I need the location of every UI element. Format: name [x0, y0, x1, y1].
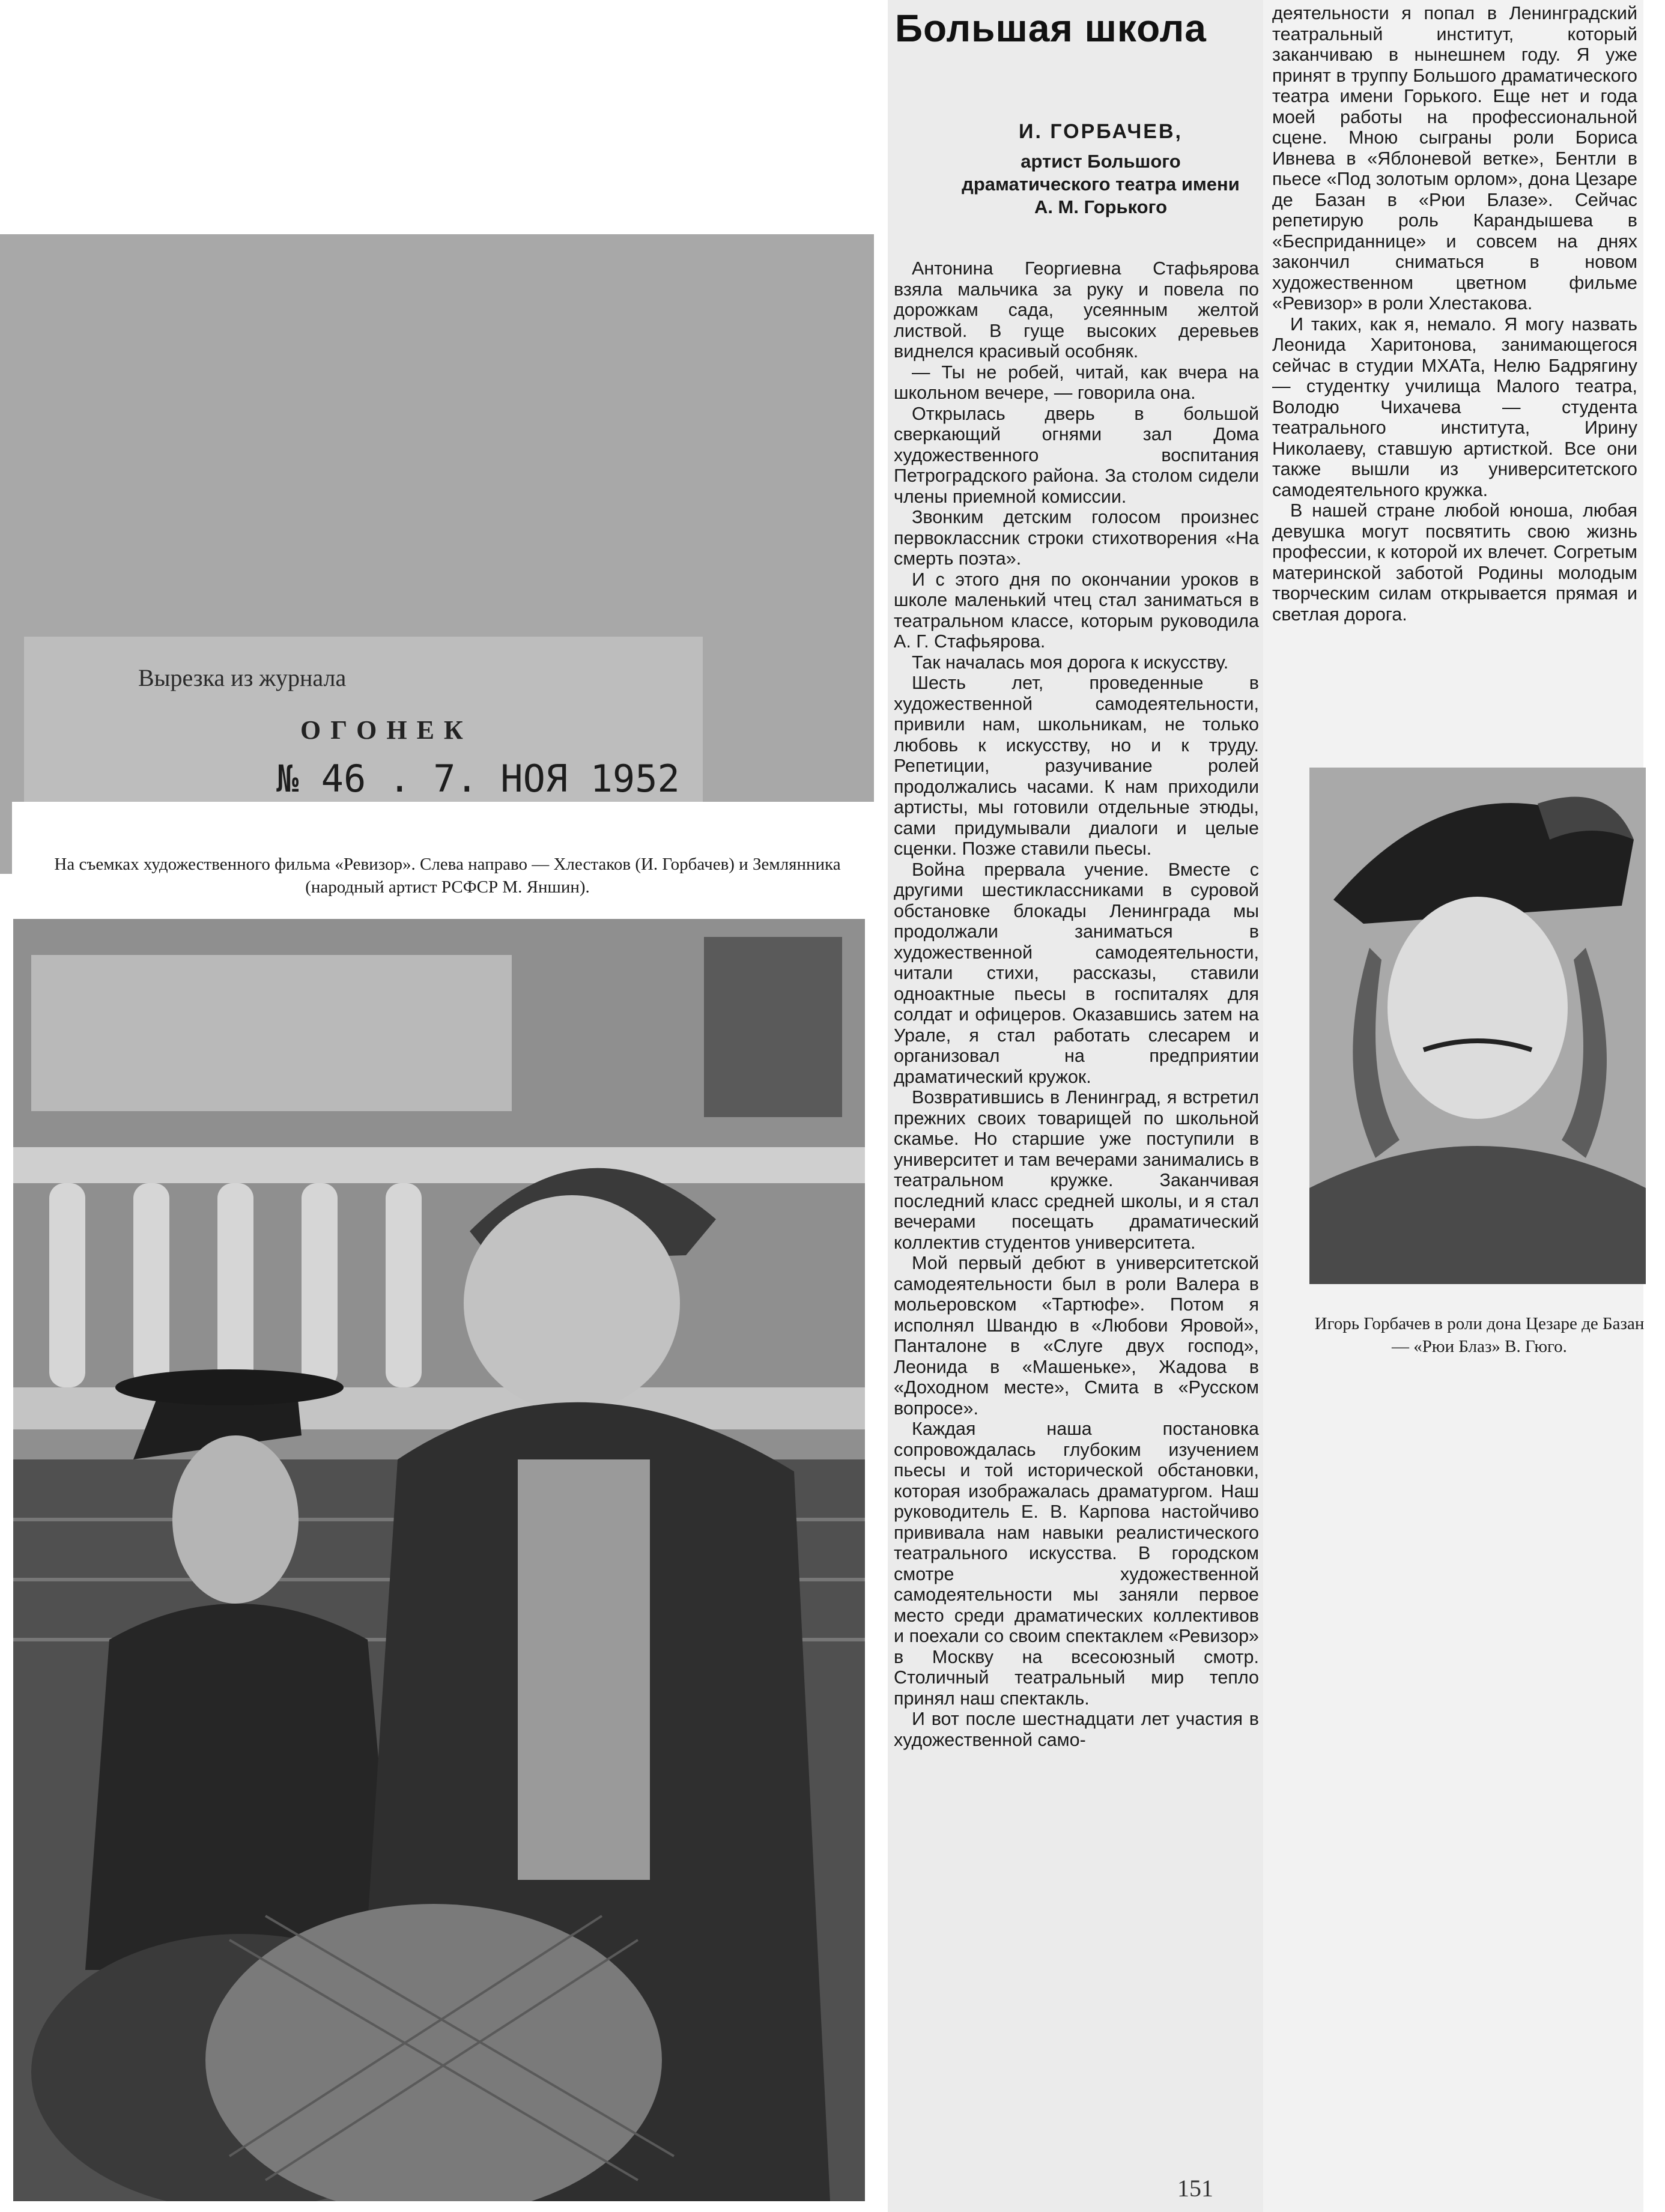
paragraph: И вот после шестнадцати лет участия в художественной само- [894, 1709, 1259, 1750]
magazine-name: ОГОНЕК [300, 715, 473, 745]
actor-portrait-photo [1309, 768, 1646, 1284]
photo-caption-portrait: Игорь Горбачев в роли дона Цезаре де Базан — «Рюи Блаз» В. Гюго. [1314, 1314, 1645, 1356]
page-number: 151 [1177, 2175, 1213, 2202]
author-role: артист Большого драматического театра имени А. М. Горького [962, 151, 1240, 217]
clipping-source-line: Вырезка из журнала [138, 664, 347, 691]
film-still-photo [13, 919, 865, 2201]
paragraph: Мой первый дебют в университетской самодеятельности был в роли Валера в мольеровском «Тартюфе». Потом я исполнял Швандю в «Любови Яровой», Панталоне в «Слуге двух господ», Леонида в «Машеньке», Жадова в «Доходном месте», Смита в «Русском вопросе». [894, 1253, 1259, 1419]
paragraph: И с этого дня по окончании уроков в школе маленький чтец стал заниматься в театральном классе, которым руководила А. Г. Стафьярова. [894, 569, 1259, 652]
author-name: И. ГОРБАЧЕВ, [1019, 120, 1183, 143]
paragraph: Звонким детским голосом произнес первоклассник строки стихотворения «На смерть поэта». [894, 507, 1259, 569]
byline [961, 120, 1240, 219]
film-still-illustration [13, 919, 865, 2201]
paragraph: Открылась дверь в большой сверкающий огнями зал Дома художественного воспитания Петроградского района. За столом сидели члены приемной комиссии. [894, 403, 1259, 507]
article-column-2 [1272, 3, 1637, 625]
paragraph: И таких, как я, немало. Я могу назвать Леонида Харитонова, занимающегося сейчас в студии МХАТа, Нелю Бадрягину — студентку училища Малого театра, Володю Чихачева — студента театрального института, Ирину Николаеву, ставшую артисткой. Все они также вышли из университетского самодеятельного кружка. [1272, 314, 1637, 500]
paragraph: Так началась моя дорога к искусству. [912, 652, 1229, 673]
clipping-label [24, 637, 703, 811]
paragraph: Война прервала учение. Вместе с другими шестиклассниками в суровой обстановке блокады Ленинграда мы продолжали заниматься в художественной самодеятельности, читали стихи, рассказы, ставили одноактные пьесы в госпиталях для солдат и офицеров. Оказавшись затем на Урале, я стал работать слесарем и организовал на предприятии драматический кружок. [894, 859, 1259, 1087]
paragraph: Возвратившись в Ленинград, я встретил прежних своих товарищей по школьной скамье. Но старшие уже поступили в университет и там вечерами занимались в театральном кружке. Заканчивая последний класс средней школы, и я стал вечерами посещать драматический коллектив студентов университета. [894, 1087, 1259, 1253]
portrait-illustration [1309, 768, 1646, 1284]
paragraph: Антонина Георгиевна Стафьярова взяла мальчика за руку и повела по дорожкам сада, усеянным желтой листвой. В гуще высоких деревьев виднелся красивый особняк. [894, 258, 1259, 362]
issue-date-stamp: № 46 . 7. НОЯ 1952 [276, 757, 680, 801]
paragraph: Каждая наша постановка сопровождалась глубоким изучением пьесы и той исторической обстановки, которая изображалась драматургом. Наш руководитель Е. В. Карпова настойчиво прививала нам навыки реалистического театрального искусства. В городском смотре художественной самодеятельности мы заняли первое место среди драматических коллективов и поехали со своим спектаклем «Ревизор» в Москву на всесоюзный смотр. Столичный театральный мир тепло принял наш спектакль. [894, 1419, 1259, 1709]
article-title: Большая школа [895, 7, 1207, 50]
paragraph: В нашей стране любой юноша, любая девушка могут посвятить свою жизнь профессии, к которой их влечет. Согретым материнской заботой Родины молодым творческим силам открывается прямая и светлая дорога. [1272, 500, 1637, 625]
article-column-1 [894, 258, 1259, 1750]
paragraph: — Ты не робей, читай, как вчера на школьном вечере, — говорила она. [894, 362, 1259, 403]
paragraph: деятельности я попал в Ленинградский театральный институт, который заканчиваю в нынешнем году. Я уже принят в труппу Большого драматического театра имени Горького. Еще нет и года моей работы на профессиональной сцене. Мною сыграны роли Бориса Ивнева в «Яблоневой ветке», Бентли в пьесе «Под золотым орлом», дона Цезаре де Базан в «Рюи Блазе». Сейчас репетирую роль Карандышева в «Бесприданнице» и совсем на днях закончил сниматься в новом художественном цветном фильме «Ревизор» в роли Хлестакова. [1272, 3, 1637, 314]
photo-caption-film: На съемках художественного фильма «Ревизор». Слева направо — Хлестаков (И. Горбачев) и Землянника (народный артист РСФСР М. Яншин). [54, 855, 841, 897]
paragraph: Шесть лет, проведенные в художественной самодеятельности, привили нам, школьникам, не только любовь к искусству, но и к труду. Репетиции, разучивание ролей продолжались часами. К нам приходили артисты, мы готовили отдельные этюды, сами придумывали диалоги и целые сценки. Позже ставили пьесы. [894, 673, 1259, 859]
